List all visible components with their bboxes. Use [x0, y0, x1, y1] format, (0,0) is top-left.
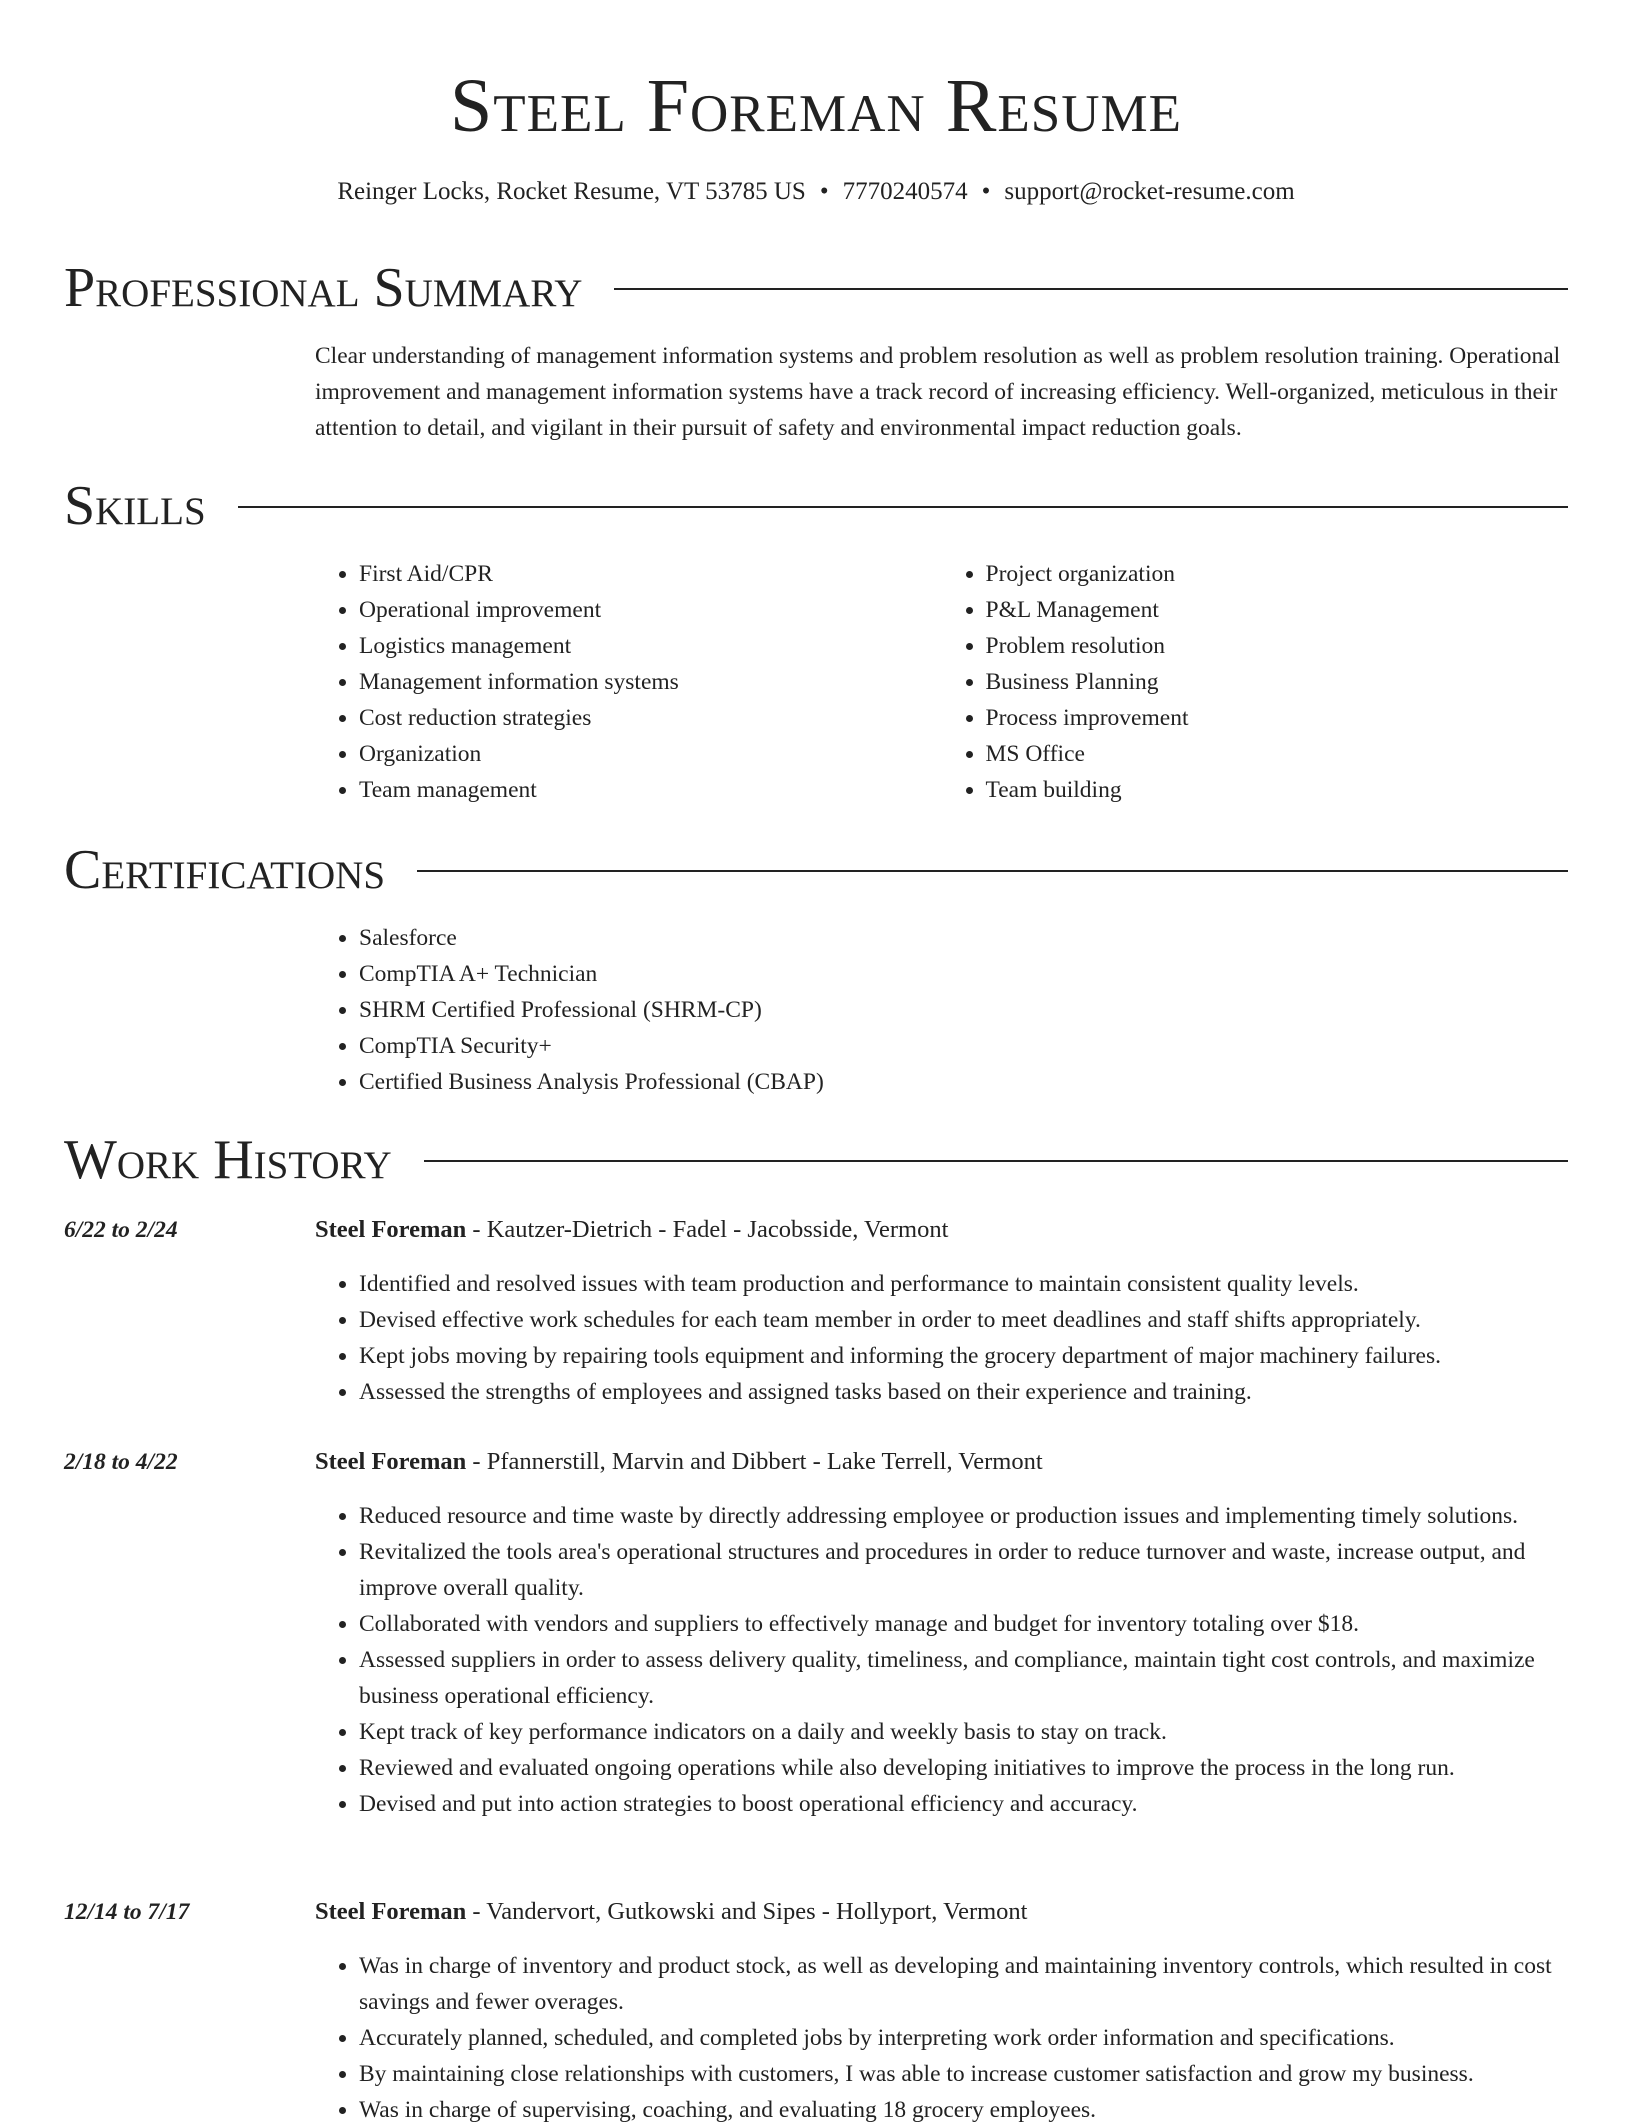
certifications-content — [315, 920, 1568, 1100]
certification-item: • SHRM Certified Professional (SHRM-CP) — [359, 992, 1568, 1028]
job-bullet: • Was in charge of inventory and product stock, as well as developing and maintaining inventory controls, which resulted in cost savings and fewer overages. — [359, 1948, 1568, 2020]
section-title: Skills — [64, 475, 206, 537]
job-bullet: • By maintaining close relationships with customers, I was able to increase customer satisfaction and grow my business. — [359, 2056, 1568, 2092]
job-bullet: • Kept track of key performance indicators on a daily and weekly basis to stay on track. — [359, 1714, 1568, 1750]
job-bullet: • Was in charge of supervising, coaching, and evaluating 18 grocery employees. — [359, 2092, 1568, 2128]
job-bullets — [315, 1266, 1568, 1410]
job-bullets — [315, 1948, 1568, 2128]
job-bullet: • Accurately planned, scheduled, and completed jobs by interpreting work order information and specifications. — [359, 2020, 1568, 2056]
skills-section-header — [64, 471, 1568, 541]
job-details: - Pfannerstill, Marvin and Dibbert - Lake Terrell, Vermont — [466, 1448, 1043, 1475]
job-bullet-list — [315, 1498, 1568, 1822]
skill-item: • Problem resolution — [986, 628, 1569, 664]
section-divider — [238, 506, 1568, 508]
job-bullet: • Revitalized the tools area's operational structures and procedures in order to reduce turnover and waste, increase output, and improve overall quality. — [359, 1534, 1568, 1606]
email: support@rocket-resume.com — [1004, 178, 1295, 205]
job-bullet: • Kept jobs moving by repairing tools equipment and informing the grocery department of major machinery failures. — [359, 1338, 1568, 1374]
skill-item: • Operational improvement — [359, 592, 942, 628]
certifications-list — [315, 920, 1568, 1100]
skill-item: • Cost reduction strategies — [359, 700, 942, 736]
skill-item: • Project organization — [986, 556, 1569, 592]
job-role: Steel Foreman — [315, 1216, 467, 1243]
job-bullet-list — [315, 1948, 1568, 2128]
section-title: Work History — [64, 1129, 392, 1191]
section-title: Professional Summary — [64, 257, 583, 319]
skill-item: • Logistics management — [359, 628, 942, 664]
address: Reinger Locks, Rocket Resume, VT 53785 US — [337, 178, 806, 205]
job-header — [315, 1444, 1043, 1480]
job-bullets — [315, 1498, 1568, 1822]
certification-item: • Salesforce — [359, 920, 1568, 956]
certification-item: • Certified Business Analysis Professional (CBAP) — [359, 1064, 1568, 1100]
job-bullet: • Identified and resolved issues with team production and performance to maintain consistent quality levels. — [359, 1266, 1568, 1302]
separator: • — [819, 178, 829, 205]
section-title: Certifications — [64, 839, 386, 901]
job-dates: 2/18 to 4/22 — [64, 1449, 178, 1475]
job-bullet: • Devised effective work schedules for each team member in order to meet deadlines and staff shifts appropriately. — [359, 1302, 1568, 1338]
skill-item: • Business Planning — [986, 664, 1569, 700]
separator: • — [981, 178, 991, 205]
summary-content — [315, 338, 1568, 446]
section-divider — [417, 870, 1568, 872]
certification-item: • CompTIA A+ Technician — [359, 956, 1568, 992]
job-details: - Vandervort, Gutkowski and Sipes - Hollyport, Vermont — [466, 1898, 1028, 1925]
skill-item: • Organization — [359, 736, 942, 772]
section-divider — [424, 1160, 1568, 1162]
job-header — [315, 1894, 1027, 1930]
job-bullet-list — [315, 1266, 1568, 1410]
skills-content — [315, 556, 1568, 808]
job-role: Steel Foreman — [315, 1448, 467, 1475]
skill-item: • Team management — [359, 772, 942, 808]
job-bullet: • Reduced resource and time waste by directly addressing employee or production issues and implementing timely solutions. — [359, 1498, 1568, 1534]
work-history-section-header — [64, 1125, 1568, 1195]
job-bullet: • Collaborated with vendors and suppliers to effectively manage and budget for inventory totaling over $18. — [359, 1606, 1568, 1642]
skill-item: • P&L Management — [986, 592, 1569, 628]
certification-item: • CompTIA Security+ — [359, 1028, 1568, 1064]
skill-item: • Team building — [986, 772, 1569, 808]
contact-line — [0, 174, 1632, 210]
summary-section-header — [64, 253, 1568, 323]
job-dates: 12/14 to 7/17 — [64, 1899, 190, 1925]
skill-item: • Management information systems — [359, 664, 942, 700]
skills-list-left — [315, 556, 942, 808]
skill-item: • Process improvement — [986, 700, 1569, 736]
job-bullet: • Reviewed and evaluated ongoing operations while also developing initiatives to improve the process in the long run. — [359, 1750, 1568, 1786]
certifications-section-header — [64, 835, 1568, 905]
job-role: Steel Foreman — [315, 1898, 467, 1925]
section-divider — [614, 288, 1568, 290]
phone: 7770240574 — [842, 178, 968, 205]
job-dates: 6/22 to 2/24 — [64, 1217, 178, 1243]
job-details: - Kautzer-Dietrich - Fadel - Jacobsside, Vermont — [466, 1216, 949, 1243]
skill-item: • MS Office — [986, 736, 1569, 772]
job-bullet: • Devised and put into action strategies to boost operational efficiency and accuracy. — [359, 1786, 1568, 1822]
skill-item: • First Aid/CPR — [359, 556, 942, 592]
job-bullet: • Assessed the strengths of employees and assigned tasks based on their experience and training. — [359, 1374, 1568, 1410]
job-bullet: • Assessed suppliers in order to assess delivery quality, timeliness, and compliance, maintain tight cost controls, and maximize business operational efficiency. — [359, 1642, 1568, 1714]
resume-title: Steel Foreman Resume — [449, 64, 1183, 148]
summary-text: Clear understanding of management information systems and problem resolution as well as problem resolution training. Operational improvement and management information systems have a track record of increasing efficiency. Well-organized, meticulous in their attention to detail, and vigilant in their pursuit of safety and environmental impact reduction goals. — [315, 343, 1561, 441]
job-header — [315, 1212, 948, 1248]
skills-list-right — [942, 556, 1569, 808]
